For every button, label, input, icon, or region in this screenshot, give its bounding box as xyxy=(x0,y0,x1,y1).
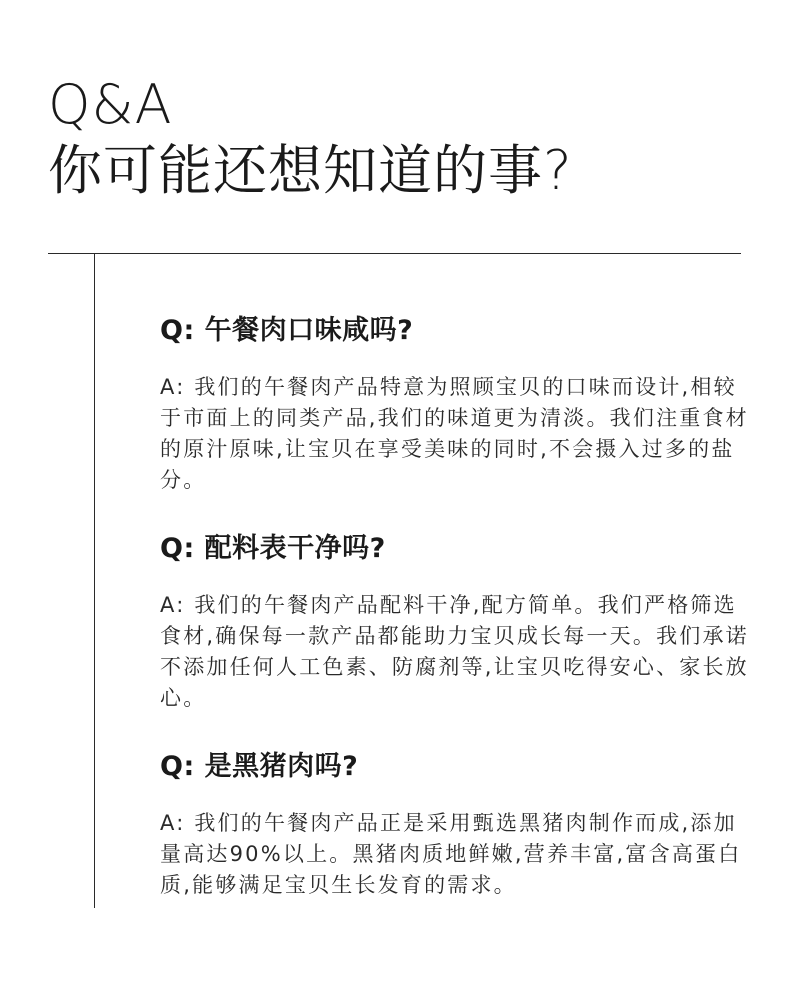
answer-text: A: 我们的午餐肉产品正是采用甄选黑猪肉制作而成,添加量高达90%以上。黑猪肉质地鲜嫩,营养丰富,富含高蛋白质,能够满足宝贝生长发育的需求。 xyxy=(160,811,742,897)
question-text: Q: 午餐肉口味咸吗? xyxy=(160,315,414,346)
qa-item-black-pork xyxy=(160,750,756,901)
question-text: Q: 配料表干净吗? xyxy=(160,533,386,564)
horizontal-divider xyxy=(48,253,741,254)
page-header xyxy=(48,72,748,204)
question-text: Q: 是黑猪肉吗? xyxy=(160,751,359,782)
answer-text: A: 我们的午餐肉产品配料干净,配方简单。我们严格筛选食材,确保每一款产品都能助力宝贝成长每一天。我们承诺不添加任何人工色素、防腐剂等,让宝贝吃得安心、家长放心。 xyxy=(160,593,749,710)
vertical-divider xyxy=(94,253,95,908)
qa-item-ingredients xyxy=(160,532,756,714)
answer-text: A: 我们的午餐肉产品特意为照顾宝贝的口味而设计,相较于市面上的同类产品,我们的味道更为清淡。我们注重食材的原汁原味,让宝贝在享受美味的同时,不会摄入过多的盐分。 xyxy=(160,375,749,492)
page-subtitle: 你可能还想知道的事? xyxy=(48,139,573,202)
qa-item-taste xyxy=(160,314,756,496)
page-title-qa: Q&A xyxy=(48,73,173,136)
